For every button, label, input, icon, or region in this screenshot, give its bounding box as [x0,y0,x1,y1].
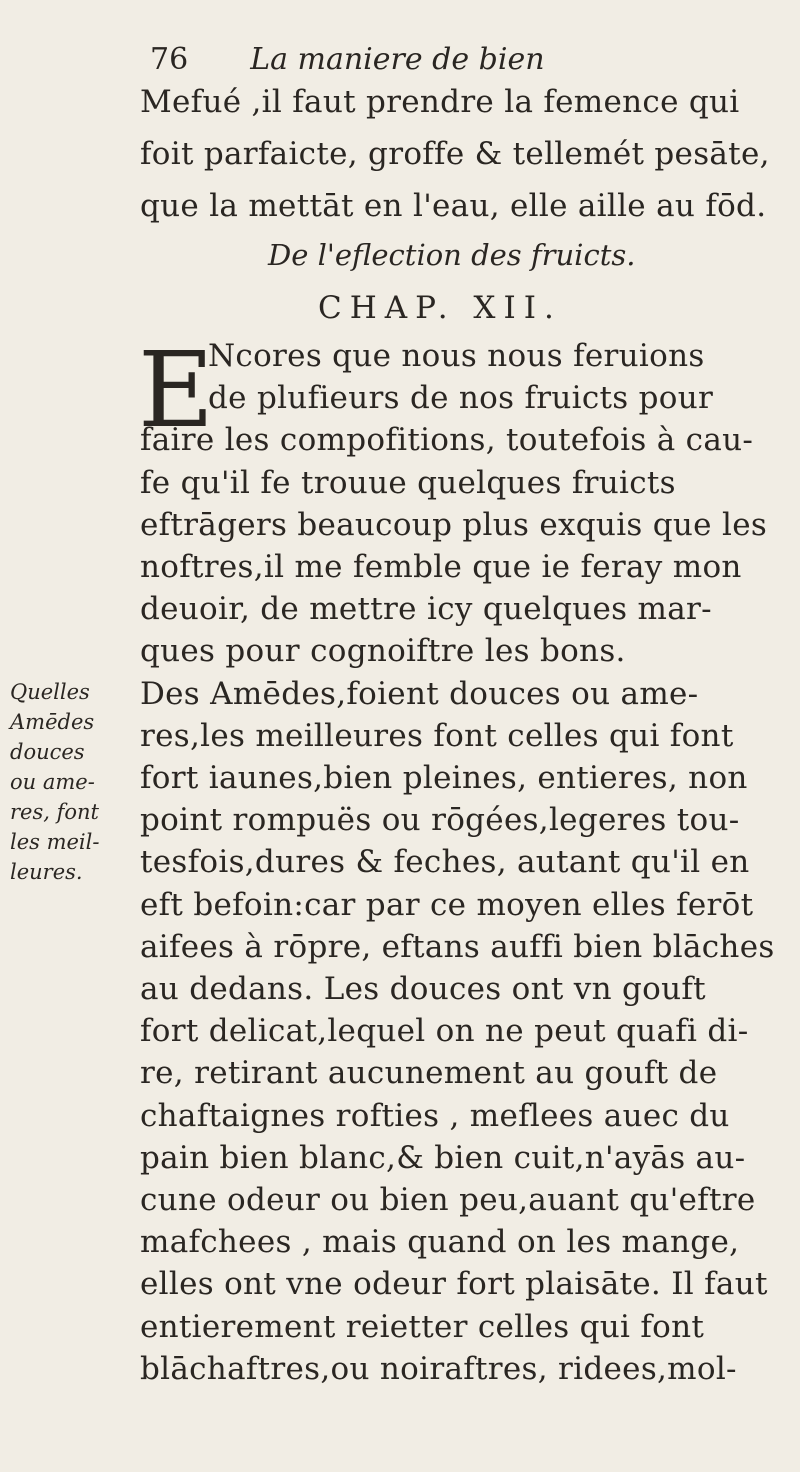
text-line: noftres,il me femble que ie feray mon [140,549,742,585]
running-title: La maniere de bien [250,42,545,77]
text-line: point rompuës ou rōgées,legeres tou- [140,802,740,839]
page-number: 76 [150,42,189,77]
text-line: cune odeur ou bien peu,auant qu'eftre [140,1182,756,1218]
text-line: Mefué ,il faut prendre la femence qui [140,84,740,120]
text-line: entierement reietter celles qui font [140,1308,705,1345]
text-line: de plufieurs de nos fruicts pour [208,380,714,417]
text-line: blāchaftres,ou noiraftres, ridees,mol- [140,1350,737,1387]
chapter-heading: CHAP. XII. [318,290,562,326]
text-line: fort delicat,lequel on ne peut quafi di- [140,1013,749,1050]
text-line: Des Amēdes,foient douces ou ame- [140,675,699,712]
text-line: res,les meilleures font celles qui font [140,717,734,754]
text-line: eft befoin:car par ce moyen elles ferōt [140,886,754,923]
text-line: mafchees , mais quand on les mange, [140,1224,740,1261]
text-line: ques pour cognoiftre les bons. [140,633,626,670]
text-line: pain bien blanc,& bien cuit,n'ayās au- [140,1139,746,1176]
text-line: fort iaunes,bien pleines, entieres, non [140,760,748,796]
margin-note-line: douces [10,740,85,764]
text-line: que la mettāt en l'eau, elle aille au fōd. [140,188,767,224]
text-line: re, retirant aucunement au gouft de [140,1055,718,1092]
section-subtitle: De l'eflection des fruicts. [268,238,636,272]
text-line: chaftaignes rofties , meflees auec du [140,1097,730,1134]
margin-note-line: Quelles [10,680,90,704]
margin-note-line: res, font [10,800,99,824]
drop-capital: E [138,329,214,451]
text-line: faire les compofitions, toutefois à cau- [140,422,754,459]
margin-note-line: les meil- [10,830,100,854]
text-line: Ncores que nous nous feruions [208,338,705,374]
text-line: tesfois,dures & feches, autant qu'il en [140,844,750,881]
margin-note-line: leures. [10,860,83,884]
text-line: aifees à rōpre, eftans auffi bien blāches [140,928,775,965]
text-line: fe qu'il fe trouue quelques fruicts [140,464,676,501]
text-line: eftrāgers beaucoup plus exquis que les [140,506,768,543]
page-header [150,42,545,77]
text-line: elles ont vne odeur fort plaisāte. Il faut [140,1266,768,1303]
text-line: foit parfaicte, groffe & tellemét pesāte, [140,136,770,172]
margin-note-line: Amēdes [10,710,95,734]
text-line: au dedans. Les douces ont vn gouft [140,971,706,1007]
text-line: deuoir, de mettre icy quelques mar- [140,591,712,628]
margin-note-line: ou ame- [10,770,95,794]
